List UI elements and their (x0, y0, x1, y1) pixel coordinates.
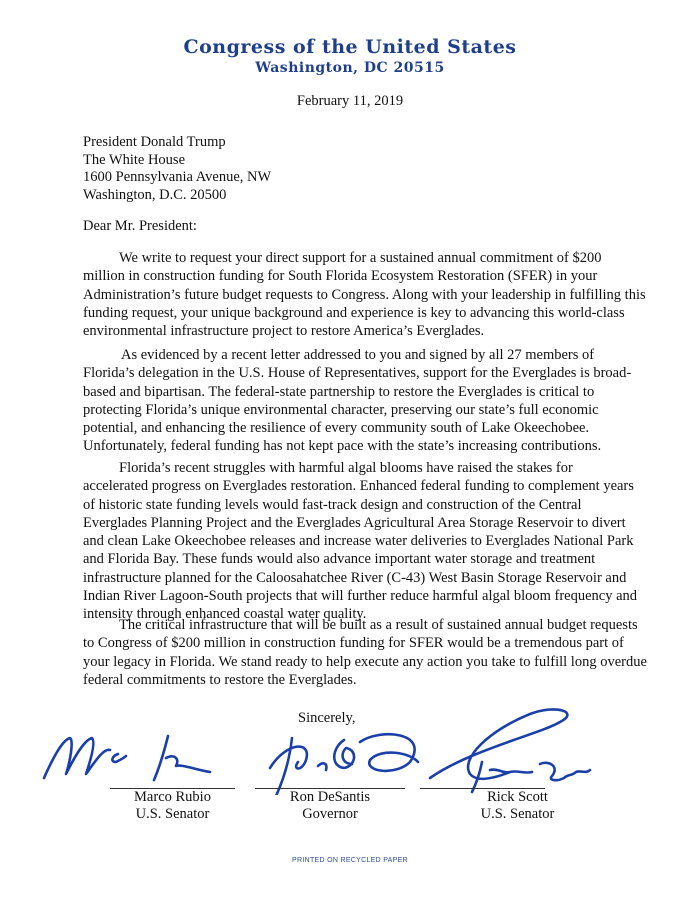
paragraph-line: Administration’s future budget requests to Congress. Along with your leadership in fulfilling this (83, 286, 646, 303)
paragraph-line: Florida’s recent struggles with harmful algal blooms have raised the stakes for (119, 460, 573, 476)
signature-rick-scott (430, 709, 590, 792)
paragraph-line: of historic state funding levels would fast-track design and construction of the Central (83, 496, 582, 513)
signer-rubio (110, 789, 235, 823)
paragraph-line: funding request, your unique background and experience is key to advancing this world-class (83, 304, 625, 321)
paragraph-line: based and bipartisan. The federal-state partnership to restore the Everglades is critical to (83, 383, 595, 400)
paragraph-line: We write to request your direct support for a sustained annual commitment of $200 (119, 250, 602, 266)
recycled-paper-footer: PRINTED ON RECYCLED PAPER (292, 857, 408, 864)
body-paragraph-2 (83, 346, 643, 456)
salutation: Dear Mr. President: (83, 218, 197, 234)
paragraph-line: As evidenced by a recent letter addressed to you and signed by all 27 members of (121, 347, 595, 363)
body-paragraph-4 (83, 616, 647, 689)
paragraph-line: and clean Lake Okeechobee releases and increase water deliveries to Everglades National Park (83, 533, 634, 550)
signature-ron-desantis (270, 734, 418, 795)
letterhead-address: Washington, DC 20515 (255, 60, 445, 76)
signer-name: Marco Rubio (134, 789, 211, 805)
letter-date: February 11, 2019 (296, 93, 404, 109)
body-paragraph-1 (83, 249, 646, 340)
signer-title: U.S. Senator (480, 806, 555, 822)
recipient-line: Washington, D.C. 20500 (83, 186, 227, 203)
paragraph-line: your legacy in Florida. We stand ready to help execute any action you take to fulfill long overdue (83, 653, 647, 670)
paragraph-line: Florida’s delegation in the U.S. House of Representatives, support for the Everglades is broad- (83, 365, 632, 382)
signer-title: U.S. Senator (135, 806, 210, 822)
paragraph-line: accelerated progress on Everglades restoration. Enhanced federal funding to complement years (83, 478, 634, 495)
paragraph-line: Everglades Planning Project and the Everglades Agricultural Area Storage Reservoir to divert (83, 514, 626, 531)
recipient-address (83, 134, 271, 204)
signer-name: Ron DeSantis (289, 789, 371, 805)
paragraph-line: Indian River Lagoon-South projects that will further reduce harmful algal bloom frequency and (83, 588, 638, 605)
paragraph-line: to Congress of $200 million in construction funding for SFER would be a tremendous part of (83, 635, 624, 652)
signer-name: Rick Scott (487, 789, 548, 805)
paragraph-line: protecting Florida’s unique environmental character, preserving our state’s full economic (83, 401, 599, 418)
paragraph-line: and Florida Bay. These funds would also advance important water storage and treatment (83, 551, 596, 568)
body-paragraph-3 (83, 459, 643, 624)
signer-scott (455, 789, 580, 823)
paragraph-line: potential, and enhancing the resilience of every community south of Lake Okeechobee. (83, 420, 590, 437)
paragraph-line: Unfortunately, federal funding has not kept pace with the state’s increasing contributions. (83, 438, 602, 455)
paragraph-line: intensity through enhanced coastal water quality. (83, 606, 367, 623)
paragraph-line: infrastructure planned for the Caloosahatchee River (C-43) West Basin Storage Reservoir and (83, 569, 627, 586)
signer-desantis (255, 789, 405, 823)
signature-marco-rubio (44, 736, 210, 780)
recipient-line: 1600 Pennsylvania Avenue, NW (83, 169, 272, 185)
paragraph-line: environmental infrastructure project to restore America’s Everglades. (83, 323, 485, 340)
signatures (0, 700, 700, 795)
paragraph-line: The critical infrastructure that will be built as a result of sustained annual budget requests (119, 617, 638, 633)
closing: Sincerely, (298, 710, 356, 726)
signer-title: Governor (302, 806, 358, 822)
letterhead-title: Congress of the United States (183, 36, 517, 58)
recipient-line: President Donald Trump (83, 134, 226, 150)
paragraph-line: federal commitments to restore the Everglades. (83, 671, 357, 688)
paragraph-line: million in construction funding for South Florida Ecosystem Restoration (SFER) in your (83, 268, 598, 285)
recipient-line: The White House (83, 151, 186, 168)
